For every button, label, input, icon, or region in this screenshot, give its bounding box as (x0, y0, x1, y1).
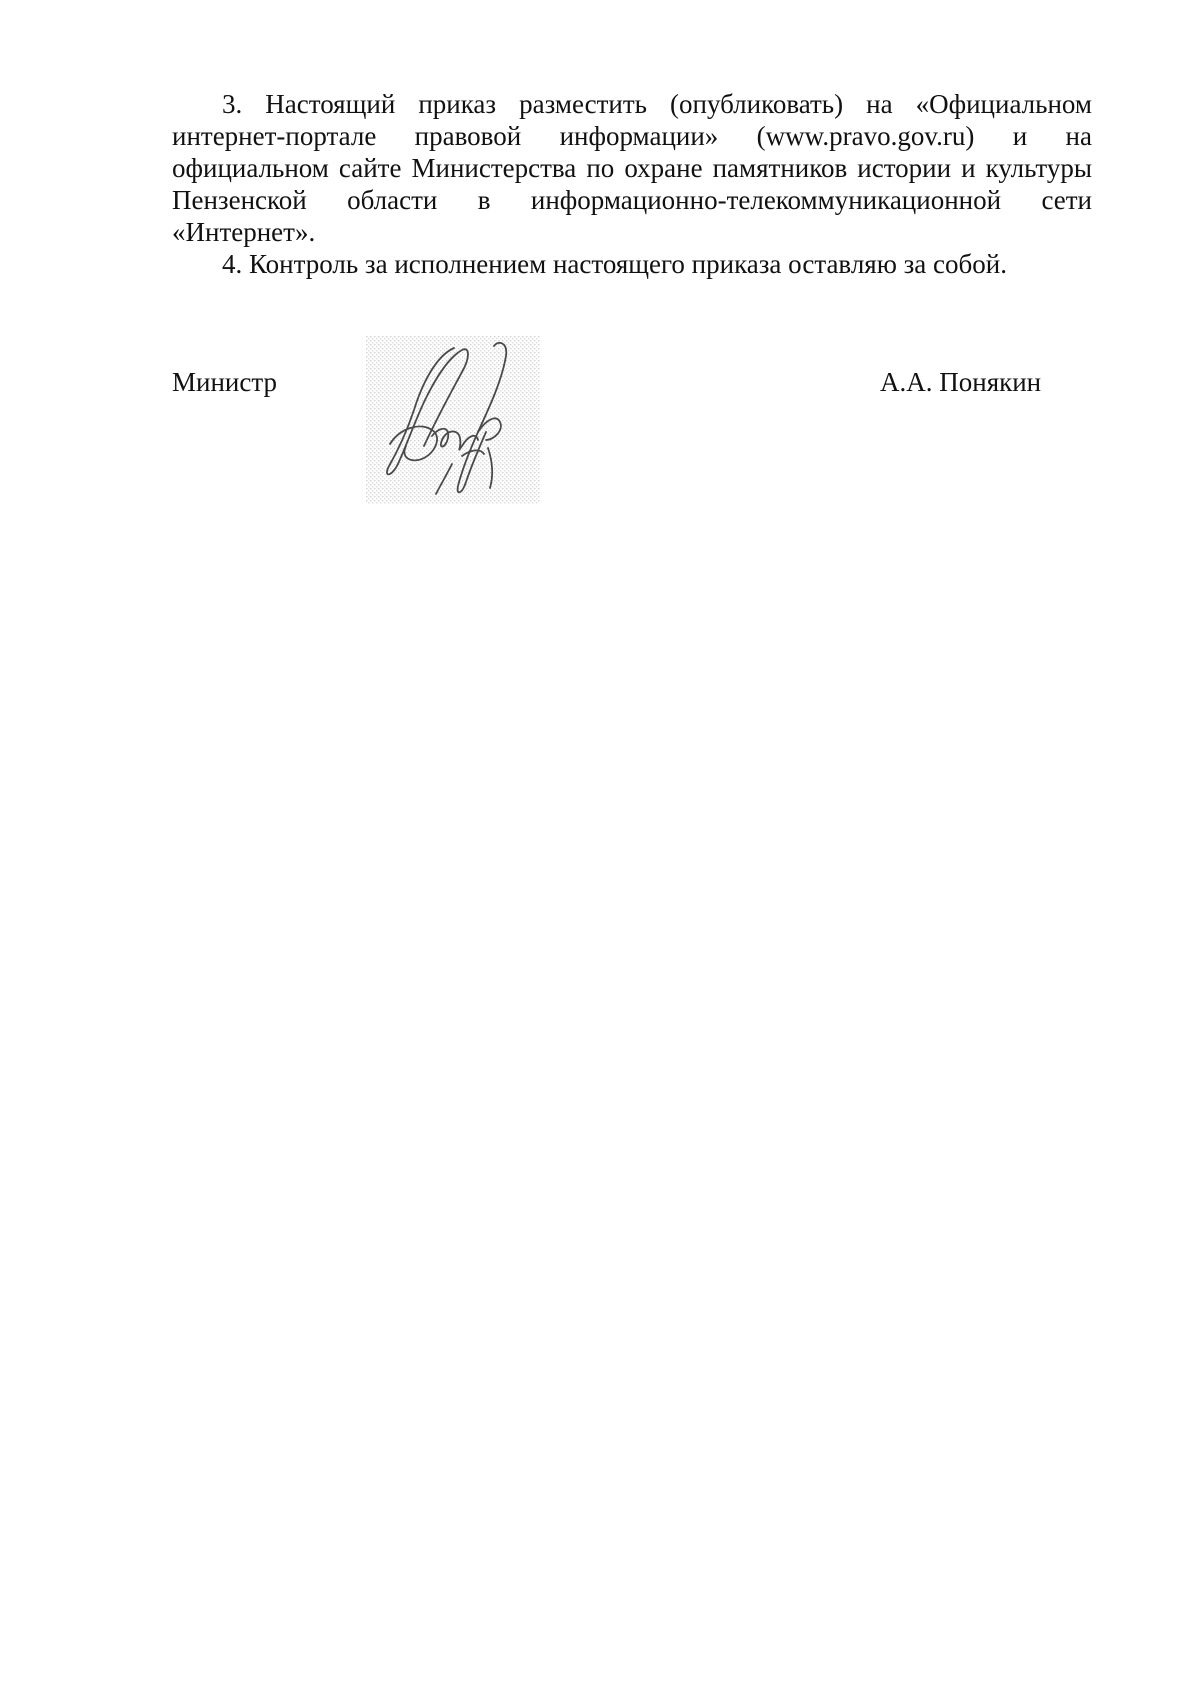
handwritten-signature (366, 336, 540, 504)
signer-name: А.А. Понякин (880, 367, 1042, 397)
signer-position: Министр (172, 367, 277, 397)
paragraph-4: 4. Контроль за исполнением настоящего приказа оставляю за собой. (222, 249, 1007, 279)
paragraph-3: 3. Настоящий приказ разместить (опубликовать) на «Официальном интернет-портале правовой информации» (www.pravo.gov.ru) и на официальном сайте Министерства по охране памятников истории и культуры Пензенской области в информационно-телекоммуникационной сети «Интернет». (172, 89, 1092, 247)
